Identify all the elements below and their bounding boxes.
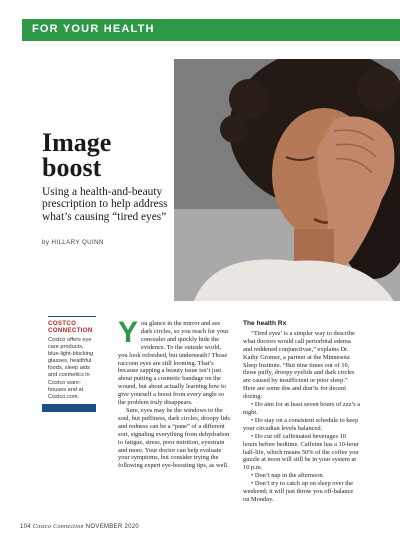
article-title-line1: Image: [42, 128, 112, 157]
page-number: 104: [20, 524, 31, 530]
article-photo: [174, 59, 400, 301]
sidebar-title-line1: COSTCO: [48, 320, 77, 327]
article-title-line2: boost: [42, 153, 102, 182]
column1-paragraph-2: Sure, eyes may be the windows to the soul, but puffiness, dark circles, droopy lids and redness can be a “pane” of a different sort, signaling everything from dehydration to fatigue, stress, poor nutrition, eyestrain and more. Your doctor can help evaluate your symptoms, but consider trying the following expert eye-boosting tips, as well.: [118, 406, 230, 470]
drop-cap: Y: [118, 316, 139, 349]
column1-paragraph-1: ou glance in the mirror and see dark circles, so you reach for your concealer and quickly hide the evidence. To the outside world, you look refreshed, but underneath? Those raccoon eyes are still looming. That’s because zapping a beauty issue isn’t just about putting a cosmetic bandage on the wound, but about actually learning how to give yourself a boost from every angle so the problem truly disappears.: [118, 320, 229, 407]
woman-rubbing-eyes-illustration: [174, 59, 400, 301]
article-subtitle: Using a health-and-beauty prescription to help address what’s causing “tired eyes”: [42, 186, 168, 223]
issue-date: NOVEMBER 2020: [85, 524, 140, 530]
column2-bullet-4: • Don’t nap in the afternoon.: [251, 472, 325, 480]
section-label: FOR YOUR HEALTH: [32, 23, 155, 35]
column2-paragraph-1: “Tired eyes’ is a simpler way to describe what doctors would call periorbital edema and reddened conjunctivae,” explains Dr. Kathy Gromer, a partner at the Minnesota Sleep Institute. “But nine times out of 10, those puffy, droopy eyelids and dark circles are caused by insufficient or poor sleep.” Here are some dos and don’ts for decent dozing:: [243, 329, 355, 401]
column2-bullet-3: • Do cut off caffeinated beverages 10 hours before bedtime. Caffeine has a 10-hour half-life, which means 50% of the coffee you guzzle at noon will still be in your system at 10 p.m.: [243, 432, 359, 472]
article-column-1: [118, 316, 232, 470]
column2-heading: The health Rx: [243, 320, 287, 327]
sidebar-color-block: [42, 404, 96, 412]
sidebar-top-rule: [48, 316, 96, 317]
section-header-bar: [22, 19, 400, 41]
sidebar-title: [48, 320, 96, 334]
sidebar-body: Costco offers eye care products, blue-light-blocking glasses, healthful foods, sleep aids and cosmetics in Costco warehouses and at Costco.com.: [48, 337, 94, 400]
article-column-2: [243, 320, 361, 504]
page-footer: [20, 524, 139, 530]
column2-bullet-2: • Do stay on a consistent schedule to keep your circadian levels balanced.: [243, 416, 359, 432]
column2-bullet-1: • Do aim for at least seven hours of zzz’s a night.: [243, 401, 361, 416]
page-top-margin: [0, 0, 400, 8]
column2-bullet-5: • Don’t try to catch up on sleep over the weekend; it will just throw you off-balance on Monday.: [243, 480, 354, 503]
article-title: [42, 130, 168, 180]
sidebar-title-line2: CONNECTION: [48, 327, 93, 334]
magazine-name: Costco Connection: [32, 524, 84, 530]
costco-connection-sidebar: [48, 320, 96, 401]
article-byline: by HILLARY QUINN: [42, 239, 104, 246]
